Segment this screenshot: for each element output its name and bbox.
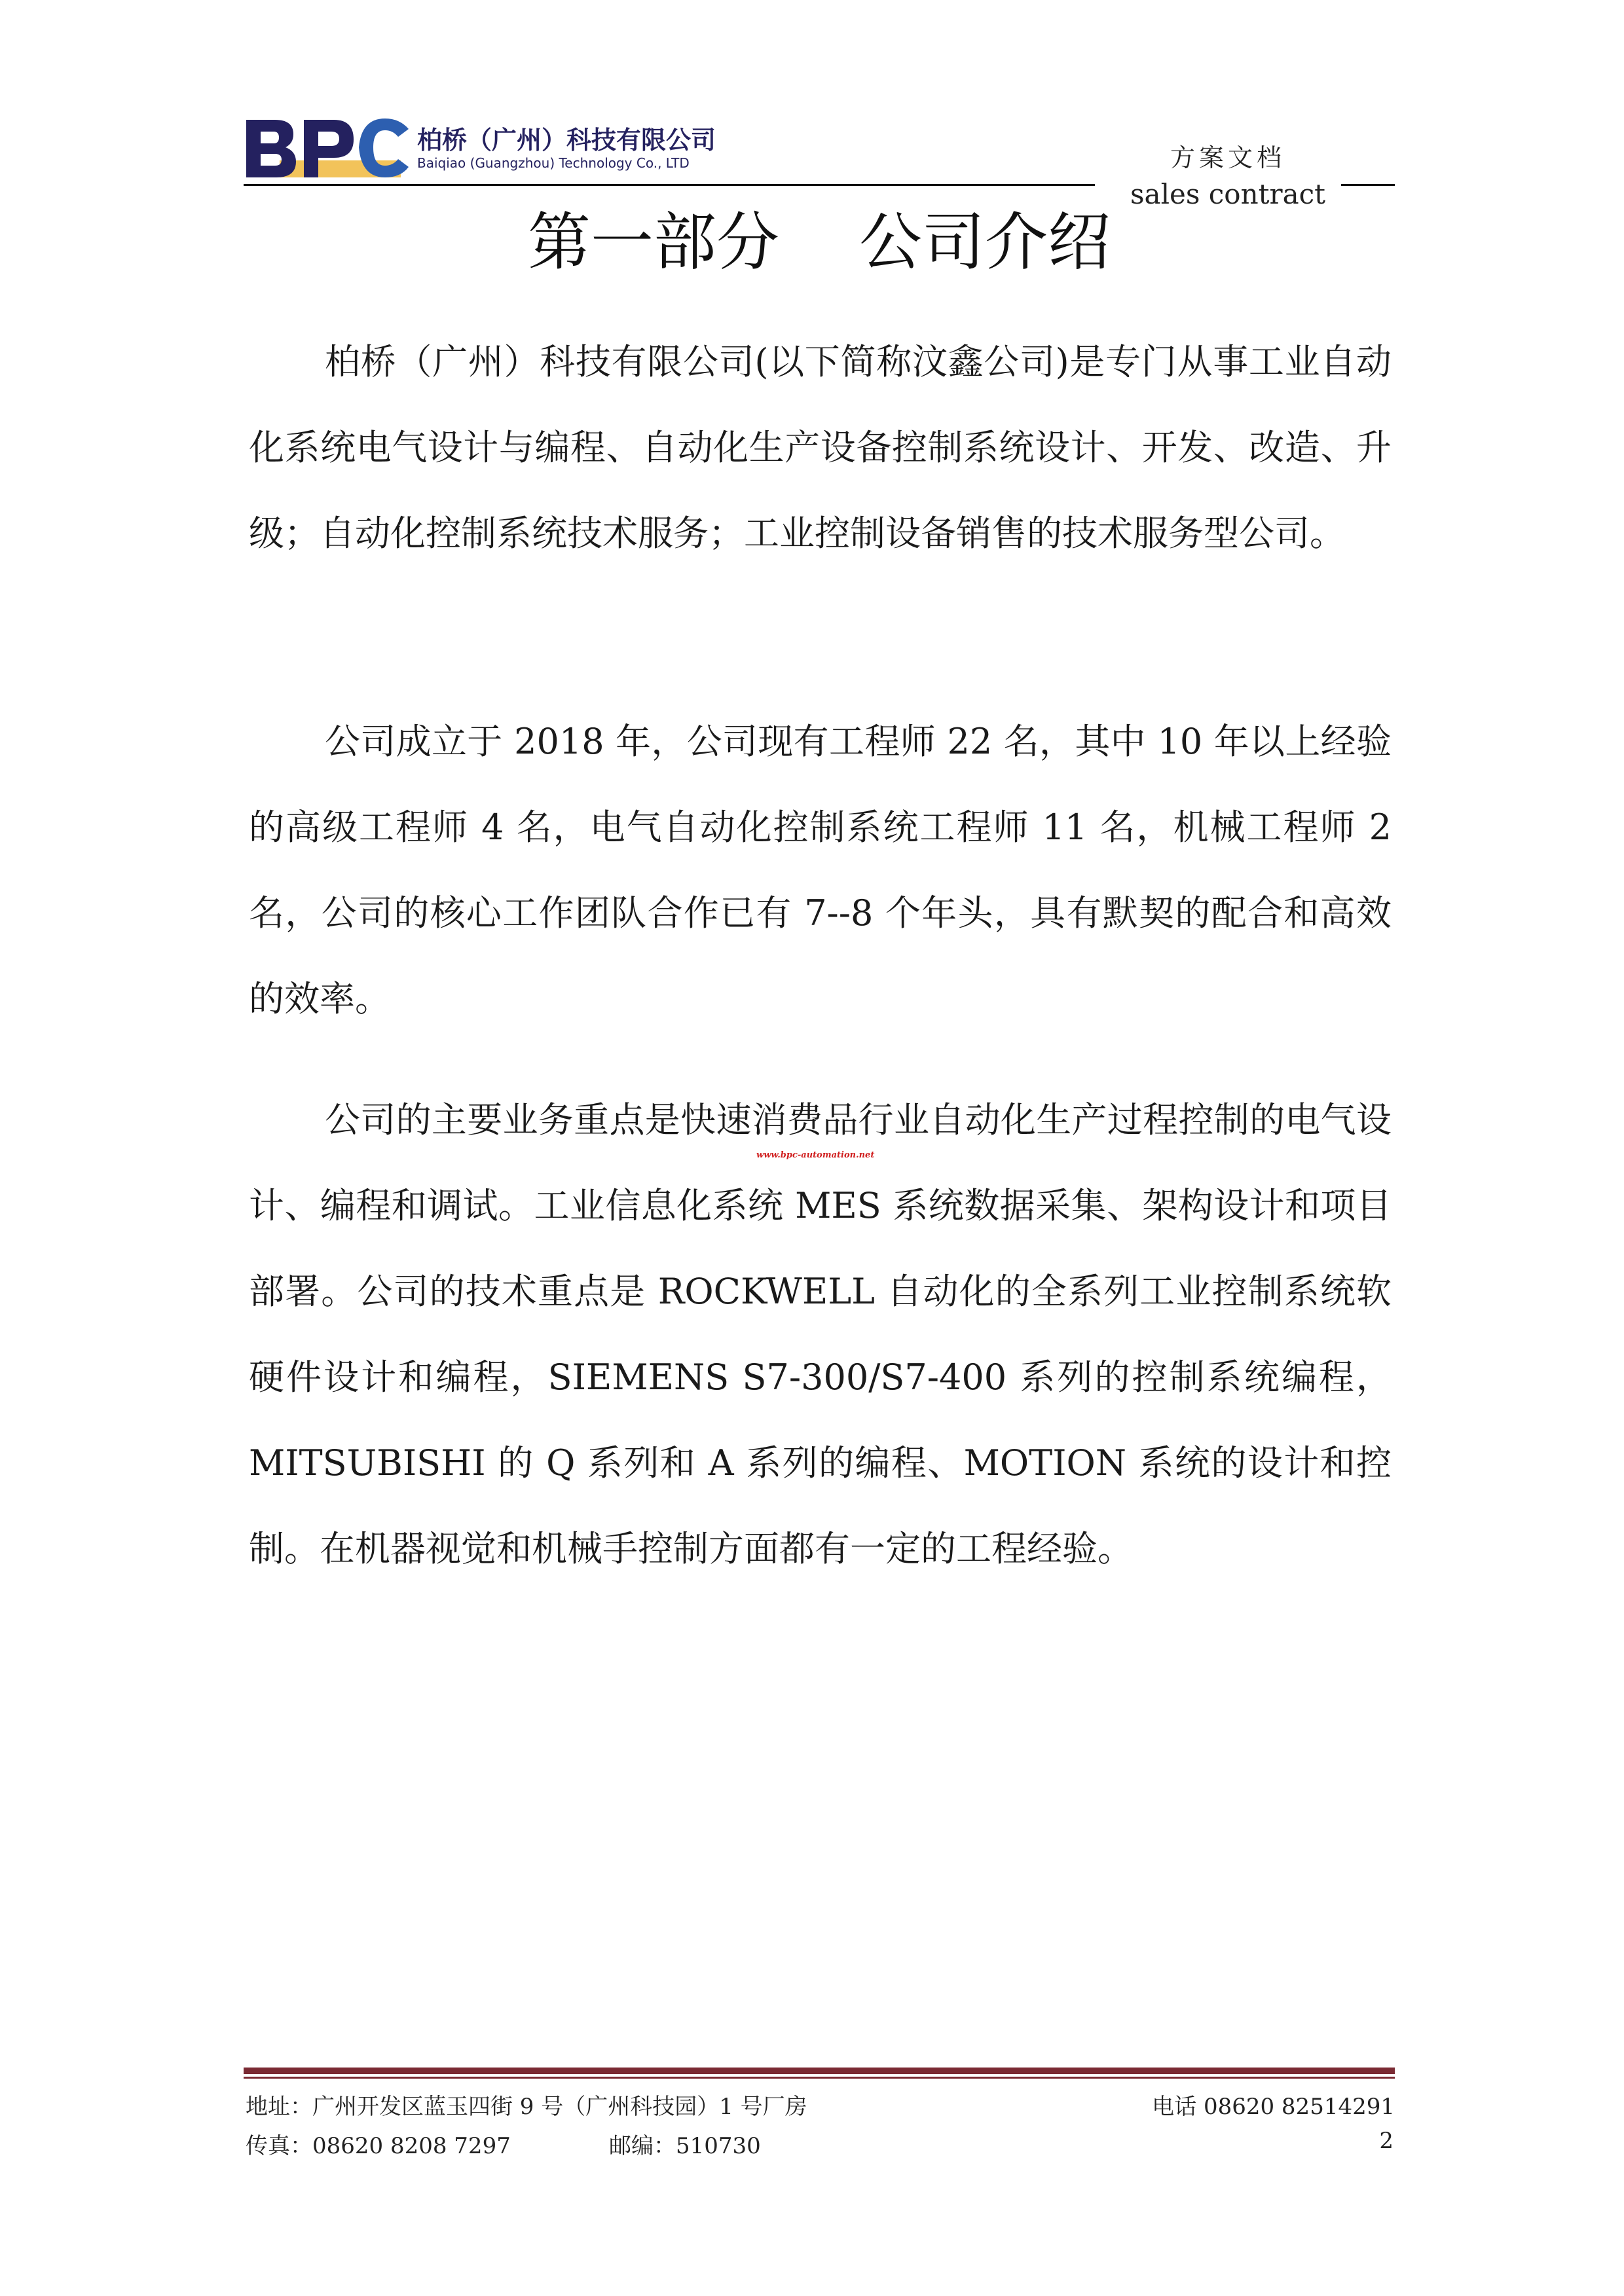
paragraph-company-profile: 柏桥（广州）科技有限公司(以下简称汶鑫公司)是专门从事工业自动化系统电气设计与编程、自动化生产设备控制系统设计、开发、改造、升级；自动化控制系统技术服务；工业控制设备销售的技术服务型公司。: [249, 341, 1392, 554]
footer-rule-thin: [244, 2077, 1395, 2079]
page-number: 2: [1379, 2128, 1393, 2154]
header-rule-left: [244, 184, 1095, 186]
bpc-logo-icon: [244, 115, 411, 183]
footer-fax: 传真：08620 8208 7297: [246, 2133, 511, 2159]
page-title: 第一部分 公司介绍: [527, 206, 1111, 279]
watermark-url: www.bpc-automation.net: [756, 1150, 875, 1160]
footer-rule-thick: [244, 2068, 1395, 2074]
paragraph-business-focus: 公司的主要业务重点是快速消费品行业自动化生产过程控制的电气设计、编程和调试。工业信息化系统 MES 系统数据采集、架构设计和项目部署。公司的技术重点是 ROCKWELL 自动化的全系列工业控制系统软硬件设计和编程，SIEMENS S7-300/S7-400 系列的控制系统编程，MITSUBISHI 的 Q 系列和 A 系列的编程、MOTION 系统的设计和控制。在机器视觉和机械手控制方面都有一定的工程经验。: [249, 1099, 1392, 1569]
paragraph-team: 公司成立于 2018 年，公司现有工程师 22 名，其中 10 年以上经验的高级工程师 4 名，电气自动化控制系统工程师 11 名，机械工程师 2 名，公司的核心工作团队合作已有 7--8 个年头，具有默契的配合和高效的效率。: [249, 721, 1392, 1019]
company-name-en: Baiqiao (Guangzhou) Technology Co., LTD: [417, 155, 690, 171]
doc-type-en: sales contract: [1130, 178, 1326, 210]
footer-address: 地址：广州开发区蓝玉四街 9 号（广州科技园）1 号厂房: [246, 2094, 807, 2120]
doc-type-cn: 方案文档: [1170, 143, 1285, 172]
company-name-cn: 柏桥（广州）科技有限公司: [417, 126, 716, 155]
company-logo: [244, 115, 716, 183]
header-rule-right: [1341, 184, 1395, 186]
footer-zip: 邮编：510730: [609, 2133, 761, 2159]
footer-phone: 电话 08620 82514291: [1152, 2094, 1395, 2120]
